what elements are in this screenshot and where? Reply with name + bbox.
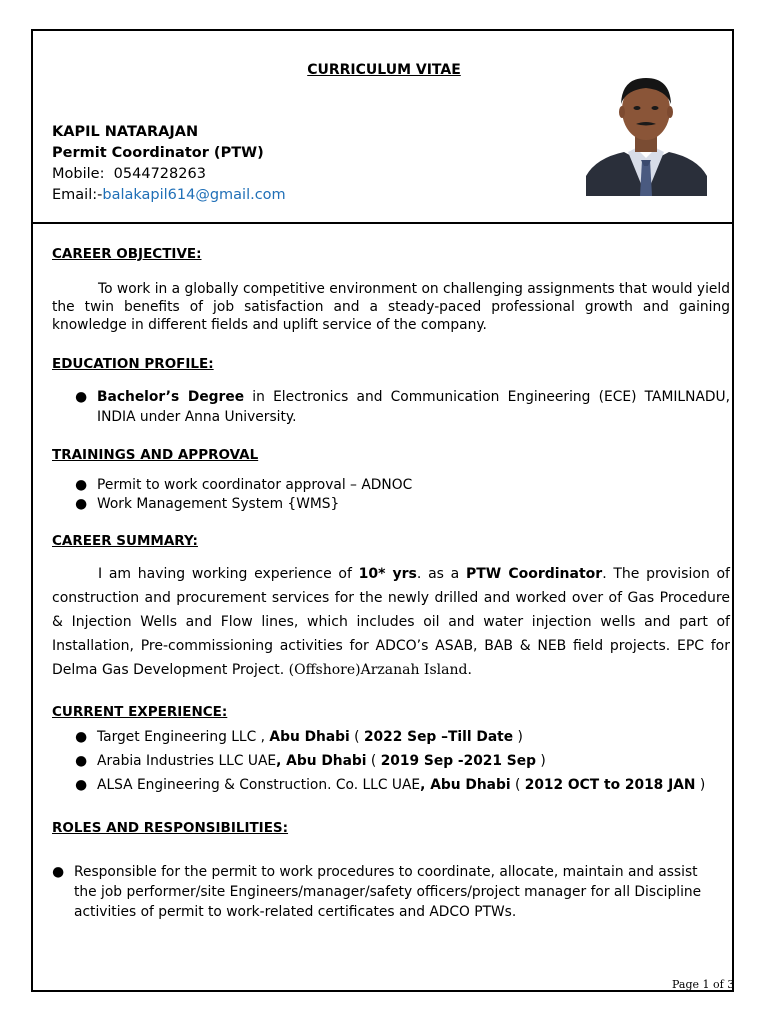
company-name: Target Engineering LLC , <box>97 729 270 745</box>
list-item <box>75 387 730 427</box>
list-item <box>75 725 735 749</box>
mobile-value: 0544728263 <box>113 166 206 182</box>
list-item <box>52 862 722 922</box>
bullet-icon: ● <box>75 729 88 745</box>
summary-text: . as a <box>416 566 466 582</box>
summary-role: PTW Coordinator <box>465 566 603 582</box>
company-location: , Abu Dhabi <box>276 753 367 769</box>
company-location: , Abu Dhabi <box>420 777 511 793</box>
candidate-name: KAPIL NATARAJAN <box>52 124 199 140</box>
career-summary-heading: CAREER SUMMARY: <box>52 533 198 549</box>
employment-period: 2019 Sep -2021 Sep <box>380 753 536 769</box>
separator: ) <box>535 753 546 769</box>
company-location: Abu Dhabi <box>269 729 350 745</box>
summary-years: 10* yrs <box>358 566 417 582</box>
education-heading: EDUCATION PROFILE: <box>52 356 214 372</box>
separator: ( <box>510 777 525 793</box>
career-summary-text <box>52 562 730 682</box>
career-objective-heading: CAREER OBJECTIVE: <box>52 246 202 262</box>
degree-details: in Electronics and Communication Engineering (ECE) TAMILNADU, INDIA under Anna University. <box>97 389 730 425</box>
bullet-icon: ● <box>75 777 88 793</box>
email-line <box>52 185 286 206</box>
company-name: ALSA Engineering & Construction. Co. LLC UAE <box>97 777 421 793</box>
roles-heading: ROLES AND RESPONSIBILITIES: <box>52 820 289 836</box>
summary-text: I am having working experience of <box>98 566 359 582</box>
candidate-position: Permit Coordinator (PTW) <box>52 145 264 161</box>
separator: ( <box>349 729 364 745</box>
email-label: Email:- <box>52 187 103 203</box>
header-divider <box>31 222 734 224</box>
mobile-label: Mobile: <box>52 166 105 182</box>
employment-period: 2022 Sep –Till Date <box>363 729 514 745</box>
list-item <box>75 495 730 514</box>
bullet-icon: ● <box>75 477 88 493</box>
separator: ( <box>366 753 381 769</box>
mobile-line <box>52 164 206 185</box>
current-experience-heading: CURRENT EXPERIENCE: <box>52 704 228 720</box>
education-list <box>75 387 730 427</box>
list-item <box>75 476 730 495</box>
summary-text: . The provision of construction and procurement services for the newly drilled and worked over of Gas Procedure & Injection Wells and Flow lines, which includes oil and water injection wells and part of Installation, Pre-commissioning activities for ADCO’s ASAB, BAB & NEB field projects. EPC for Delma Gas Development Project. <box>52 566 730 678</box>
bullet-icon: ● <box>75 753 88 769</box>
bullet-icon: ● <box>75 389 88 405</box>
roles-list <box>52 862 722 922</box>
separator: ) <box>695 777 706 793</box>
bullet-icon: ● <box>75 496 88 512</box>
training-item: Work Management System {WMS} <box>97 496 340 512</box>
profile-photo <box>586 68 707 196</box>
separator: ) <box>513 729 523 745</box>
bullet-icon: ● <box>52 864 65 880</box>
email-link[interactable]: balakapil614@gmail.com <box>102 187 286 203</box>
summary-location: (Offshore)Arzanah Island. <box>288 662 472 678</box>
employment-period: 2012 OCT to 2018 JAN <box>524 777 696 793</box>
trainings-list <box>75 476 730 514</box>
career-objective-text <box>52 280 730 334</box>
role-item: Responsible for the permit to work procedures to coordinate, allocate, maintain and assist the job performer/site Engineers/manager/safety officers/project manager for all Discipline activities of permit to work-related certificates and ADCO PTWs. <box>74 864 702 920</box>
list-item <box>75 773 735 797</box>
trainings-heading: TRAININGS AND APPROVAL <box>52 447 259 463</box>
document-title: CURRICULUM VITAE <box>307 62 461 78</box>
degree-title: Bachelor’s Degree <box>97 389 245 405</box>
company-name: Arabia Industries LLC UAE <box>97 753 277 769</box>
career-objective-body: To work in a globally competitive environment on challenging assignments that would yield the twin benefits of job satisfaction and a steady-paced professional growth and gaining knowledge in different fields and uplift service of the company. <box>52 281 730 333</box>
training-item: Permit to work coordinator approval – ADNOC <box>97 477 413 493</box>
experience-list <box>75 725 735 797</box>
list-item <box>75 749 735 773</box>
page-number: Page 1 of 3 <box>672 978 735 991</box>
